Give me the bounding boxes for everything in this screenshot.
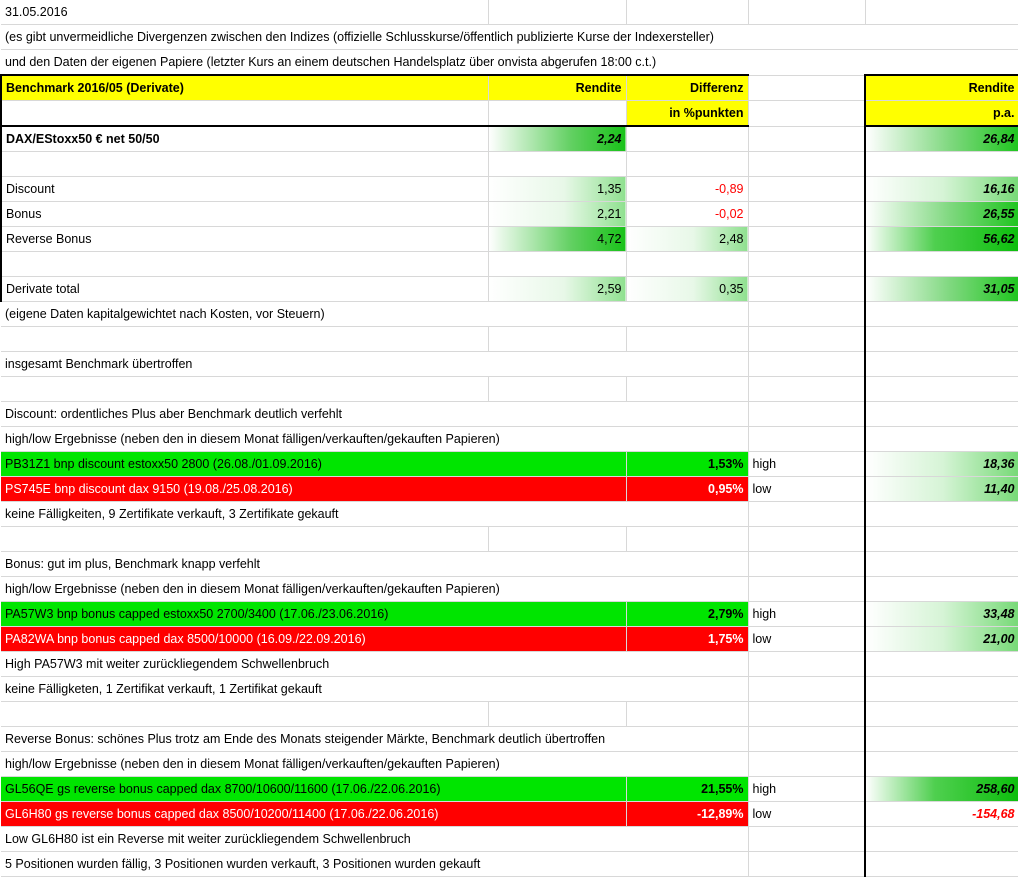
empty-cell — [488, 327, 626, 352]
empty-cell — [1, 327, 488, 352]
table-row — [1, 25, 1018, 50]
row-rendite-reverse-bonus: 4,72 — [488, 227, 626, 252]
empty-cell — [865, 827, 1018, 852]
empty-cell — [748, 727, 865, 752]
row-differenz-bonus: -0,02 — [626, 202, 748, 227]
note-line-2: und den Daten der eigenen Papiere (letzter Kurs an einem deutschen Handelsplatz über onvista abgerufen 18:00 c.t.) — [1, 50, 1018, 76]
row-rendite-pa-bonus: 26,55 — [865, 202, 1018, 227]
empty-cell — [865, 727, 1018, 752]
empty-cell — [1, 527, 488, 552]
empty-cell — [748, 402, 865, 427]
empty-cell — [748, 227, 865, 252]
table-row — [1, 427, 1018, 452]
table-row — [1, 827, 1018, 852]
table-row — [1, 177, 1018, 202]
section-highlow-discount: high/low Ergebnisse (neben den in diesem Monat fälligen/verkauften/gekauften Papieren) — [1, 427, 748, 452]
table-row — [1, 202, 1018, 227]
table-row — [1, 0, 1018, 25]
total-differenz: 0,35 — [626, 277, 748, 302]
empty-cell — [865, 577, 1018, 602]
section-title-discount: Discount: ordentliches Plus aber Benchmark deutlich verfehlt — [1, 402, 748, 427]
empty-cell — [1, 252, 488, 277]
empty-cell — [865, 752, 1018, 777]
empty-cell — [748, 277, 865, 302]
col-header-rendite-pa: Rendite — [865, 75, 1018, 101]
section-extra-discount-1: keine Fälligkeiten, 9 Zertifikate verkauft, 3 Zertifikate gekauft — [1, 502, 748, 527]
section-high-value-bonus: 2,79% — [626, 602, 748, 627]
empty-cell — [748, 327, 865, 352]
empty-cell — [865, 377, 1018, 402]
section-high-pa-reverse-bonus: 258,60 — [865, 777, 1018, 802]
col-header-rendite-pa-sub: p.a. — [865, 101, 1018, 127]
empty-cell — [748, 427, 865, 452]
total-label: Derivate total — [1, 277, 488, 302]
empty-cell — [626, 327, 748, 352]
empty-cell — [865, 552, 1018, 577]
section-low-value-bonus: 1,75% — [626, 627, 748, 652]
section-high-value-discount: 1,53% — [626, 452, 748, 477]
empty-cell — [1, 377, 488, 402]
section-high-pa-bonus: 33,48 — [865, 602, 1018, 627]
empty-cell — [748, 502, 865, 527]
empty-cell — [748, 852, 865, 877]
row-rendite-discount: 1,35 — [488, 177, 626, 202]
empty-cell — [488, 702, 626, 727]
section-high-value-reverse-bonus: 21,55% — [626, 777, 748, 802]
section-low-label-bonus: PA82WA bnp bonus capped dax 8500/10000 (16.09./22.09.2016) — [1, 627, 626, 652]
table-row — [1, 527, 1018, 552]
row-differenz-reverse-bonus: 2,48 — [626, 227, 748, 252]
row-differenz-discount: -0,89 — [626, 177, 748, 202]
table-row — [1, 627, 1018, 652]
section-low-pa-bonus: 21,00 — [865, 627, 1018, 652]
empty-cell — [865, 677, 1018, 702]
benchmark-label: DAX/EStoxx50 € net 50/50 — [1, 126, 488, 152]
empty-cell — [748, 202, 865, 227]
benchmark-row — [1, 126, 1018, 152]
empty-cell — [748, 577, 865, 602]
total-rendite-pa: 31,05 — [865, 277, 1018, 302]
empty-cell — [865, 527, 1018, 552]
empty-cell — [748, 527, 865, 552]
empty-cell — [748, 377, 865, 402]
row-rendite-pa-reverse-bonus: 56,62 — [865, 227, 1018, 252]
empty-cell — [626, 152, 748, 177]
section-low-pa-reverse-bonus: -154,68 — [865, 802, 1018, 827]
section-low-pa-discount: 11,40 — [865, 477, 1018, 502]
empty-cell — [488, 252, 626, 277]
empty-cell — [865, 702, 1018, 727]
empty-cell — [865, 0, 1018, 25]
benchmark-rendite: 2,24 — [488, 126, 626, 152]
section-high-label-discount: PB31Z1 bnp discount estoxx50 2800 (26.08./01.09.2016) — [1, 452, 626, 477]
empty-cell — [865, 852, 1018, 877]
row-rendite-bonus: 2,21 — [488, 202, 626, 227]
comment-insgesamt: insgesamt Benchmark übertroffen — [1, 352, 748, 377]
table-row — [1, 602, 1018, 627]
table-row — [1, 477, 1018, 502]
table-row — [1, 252, 1018, 277]
col-header-differenz: Differenz — [626, 75, 748, 101]
section-low-label-reverse-bonus: GL6H80 gs reverse bonus capped dax 8500/10200/11400 (17.06./22.06.2016) — [1, 802, 626, 827]
section-extra-bonus-2: keine Fälligketen, 1 Zertifikat verkauft, 1 Zertifikat gekauft — [1, 677, 748, 702]
empty-cell — [626, 702, 748, 727]
empty-cell — [865, 152, 1018, 177]
empty-cell — [748, 0, 865, 25]
empty-cell — [865, 302, 1018, 327]
table-row — [1, 502, 1018, 527]
empty-cell — [748, 302, 865, 327]
section-high-tag-discount: high — [748, 452, 865, 477]
section-low-tag-discount: low — [748, 477, 865, 502]
section-low-tag-bonus: low — [748, 627, 865, 652]
empty-cell — [748, 101, 865, 127]
row-label-bonus: Bonus — [1, 202, 488, 227]
empty-cell — [748, 702, 865, 727]
empty-cell — [488, 152, 626, 177]
col-header-rendite: Rendite — [488, 75, 626, 101]
row-rendite-pa-discount: 16,16 — [865, 177, 1018, 202]
empty-cell — [1, 101, 488, 127]
empty-cell — [865, 252, 1018, 277]
empty-cell — [748, 352, 865, 377]
empty-cell — [748, 677, 865, 702]
section-low-value-discount: 0,95% — [626, 477, 748, 502]
section-title-reverse-bonus: Reverse Bonus: schönes Plus trotz am Ende des Monats steigender Märkte, Benchmark deutlich übertroffen — [1, 727, 748, 752]
date-cell: 31.05.2016 — [1, 0, 488, 25]
table-row — [1, 577, 1018, 602]
empty-cell — [626, 527, 748, 552]
table-row — [1, 802, 1018, 827]
section-high-tag-bonus: high — [748, 602, 865, 627]
table-row — [1, 50, 1018, 76]
empty-cell — [748, 177, 865, 202]
benchmark-differenz — [626, 126, 748, 152]
section-high-tag-reverse-bonus: high — [748, 777, 865, 802]
empty-cell — [865, 402, 1018, 427]
table-row — [1, 302, 1018, 327]
section-low-tag-reverse-bonus: low — [748, 802, 865, 827]
empty-cell — [1, 702, 488, 727]
section-extra-reverse-bonus-2: 5 Positionen wurden fällig, 3 Positionen wurden verkauft, 3 Positionen wurden gekauft — [1, 852, 748, 877]
table-row — [1, 752, 1018, 777]
empty-cell — [748, 652, 865, 677]
table-header-subrow — [1, 101, 1018, 127]
section-high-label-reverse-bonus: GL56QE gs reverse bonus capped dax 8700/10600/11600 (17.06./22.06.2016) — [1, 777, 626, 802]
table-row — [1, 727, 1018, 752]
table-header-row — [1, 75, 1018, 101]
section-extra-bonus-1: High PA57W3 mit weiter zurückliegendem Schwellenbruch — [1, 652, 748, 677]
total-row — [1, 277, 1018, 302]
empty-cell — [488, 0, 626, 25]
table-row — [1, 777, 1018, 802]
row-label-discount: Discount — [1, 177, 488, 202]
empty-cell — [748, 152, 865, 177]
table-row — [1, 402, 1018, 427]
section-highlow-reverse-bonus: high/low Ergebnisse (neben den in diesem Monat fälligen/verkauften/gekauften Papieren) — [1, 752, 748, 777]
empty-cell — [865, 352, 1018, 377]
empty-cell — [488, 527, 626, 552]
section-extra-reverse-bonus-1: Low GL6H80 ist ein Reverse mit weiter zurückliegendem Schwellenbruch — [1, 827, 748, 852]
empty-cell — [748, 75, 865, 101]
empty-cell — [488, 377, 626, 402]
benchmark-rendite-pa: 26,84 — [865, 126, 1018, 152]
empty-cell — [748, 552, 865, 577]
table-row — [1, 652, 1018, 677]
section-low-value-reverse-bonus: -12,89% — [626, 802, 748, 827]
empty-cell — [748, 827, 865, 852]
empty-cell — [748, 126, 865, 152]
table-row — [1, 352, 1018, 377]
empty-cell — [865, 427, 1018, 452]
total-rendite: 2,59 — [488, 277, 626, 302]
table-row — [1, 152, 1018, 177]
col-header-differenz-sub: in %punkten — [626, 101, 748, 127]
empty-cell — [865, 502, 1018, 527]
table-row — [1, 852, 1018, 877]
table-row — [1, 327, 1018, 352]
benchmark-title-cell: Benchmark 2016/05 (Derivate) — [1, 75, 488, 101]
empty-cell — [626, 0, 748, 25]
section-highlow-bonus: high/low Ergebnisse (neben den in diesem Monat fälligen/verkauften/gekauften Papieren) — [1, 577, 748, 602]
empty-cell — [626, 377, 748, 402]
empty-cell — [865, 652, 1018, 677]
table-row — [1, 452, 1018, 477]
table-row — [1, 552, 1018, 577]
table-row — [1, 702, 1018, 727]
empty-cell — [748, 752, 865, 777]
empty-cell — [865, 327, 1018, 352]
empty-cell — [488, 101, 626, 127]
table-row — [1, 377, 1018, 402]
comment-kapitalgewichtet: (eigene Daten kapitalgewichtet nach Kosten, vor Steuern) — [1, 302, 748, 327]
empty-cell — [626, 252, 748, 277]
section-high-label-bonus: PA57W3 bnp bonus capped estoxx50 2700/3400 (17.06./23.06.2016) — [1, 602, 626, 627]
row-label-reverse-bonus: Reverse Bonus — [1, 227, 488, 252]
note-line-1: (es gibt unvermeidliche Divergenzen zwischen den Indizes (offizielle Schlusskurse/öffentlich publizierte Kurse der Indexersteller) — [1, 25, 1018, 50]
section-low-label-discount: PS745E bnp discount dax 9150 (19.08./25.08.2016) — [1, 477, 626, 502]
table-row — [1, 677, 1018, 702]
empty-cell — [748, 252, 865, 277]
empty-cell — [1, 152, 488, 177]
section-high-pa-discount: 18,36 — [865, 452, 1018, 477]
table-row — [1, 227, 1018, 252]
section-title-bonus: Bonus: gut im plus, Benchmark knapp verfehlt — [1, 552, 748, 577]
